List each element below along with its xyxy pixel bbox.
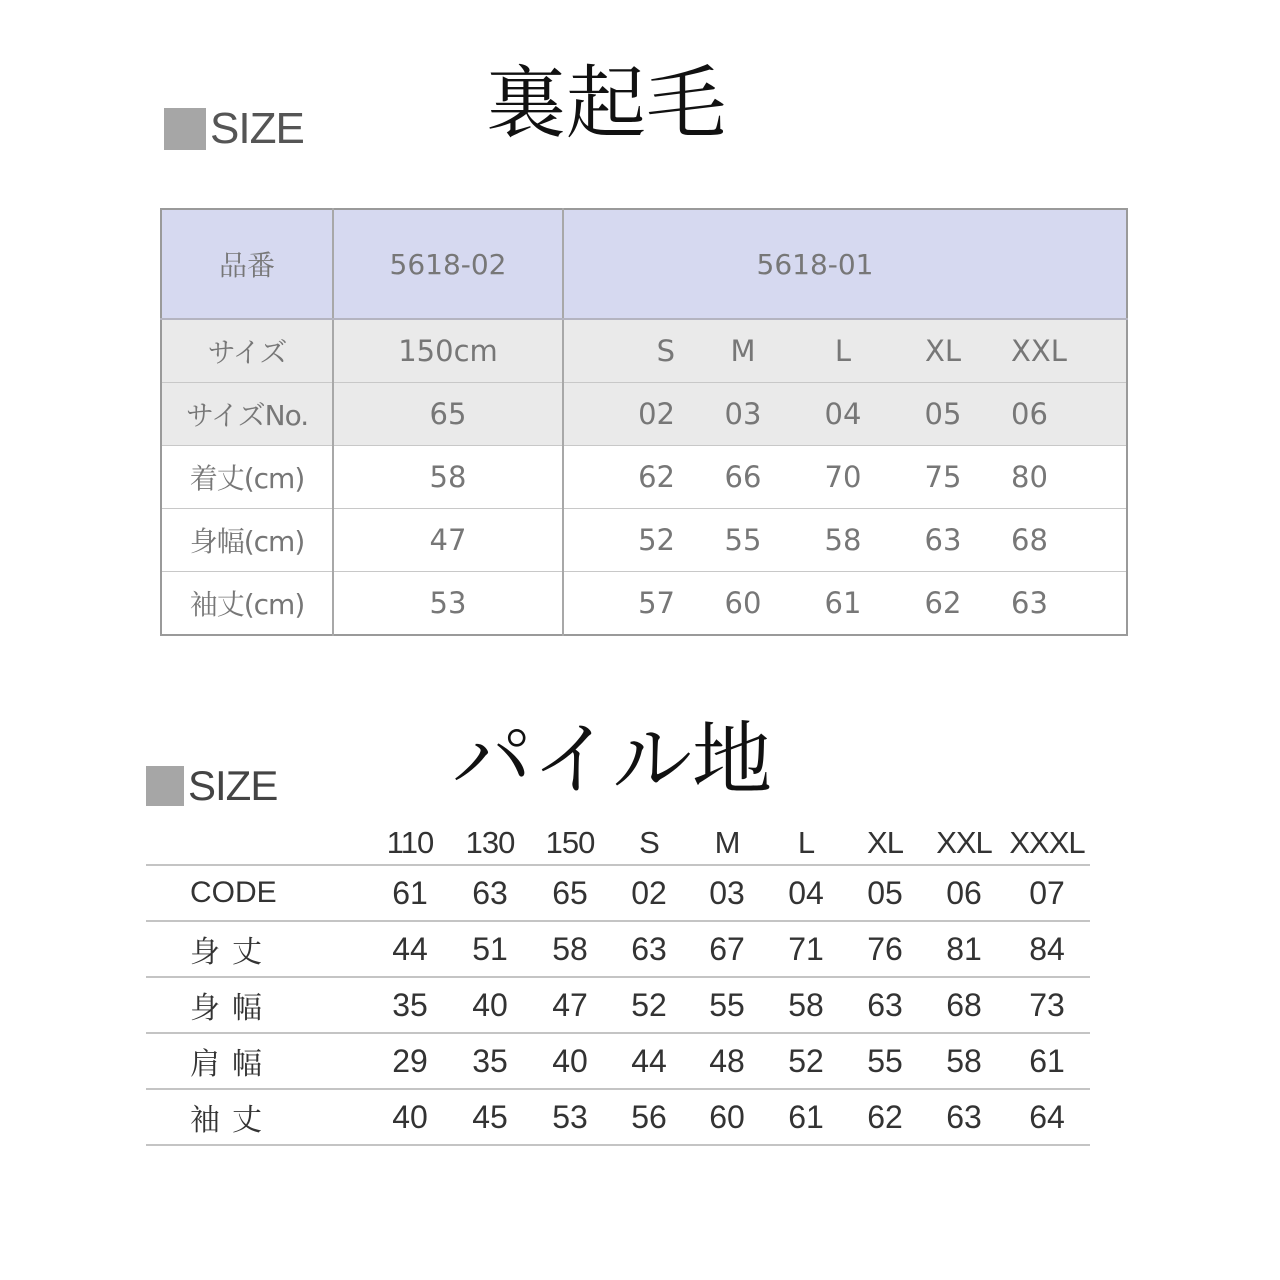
section1-title: 裏起毛: [486, 57, 726, 150]
table-cell: L: [793, 319, 893, 383]
size-table-urakimo: [160, 208, 1128, 636]
table-row: [161, 509, 1127, 572]
table-cell: 58: [793, 509, 893, 572]
table-row: [161, 572, 1127, 636]
table-row: [146, 865, 1090, 921]
section1-size-label: SIZE: [210, 104, 304, 153]
section2-title: パイル地: [452, 713, 772, 806]
table-cell: 68: [924, 977, 1004, 1033]
table-cell: 63: [893, 509, 993, 572]
row-label: サイズNo.: [161, 383, 333, 446]
table-cell: 71: [766, 921, 846, 977]
table-cell: 40: [450, 977, 530, 1033]
table-cell: 47: [530, 977, 610, 1033]
table-cell: 55: [693, 509, 793, 572]
size-header-cell: S: [610, 822, 688, 865]
table-cell: 52: [766, 1033, 846, 1089]
header-product-b: 5618-01: [563, 209, 1127, 319]
table-row: [146, 921, 1090, 977]
table-row: [161, 446, 1127, 509]
table-cell: 63: [846, 977, 924, 1033]
table-cell: 63: [450, 865, 530, 921]
table-cell: 29: [370, 1033, 450, 1089]
table-cell: 35: [370, 977, 450, 1033]
table-cell: 62: [893, 572, 993, 636]
size-header-cell: L: [766, 822, 846, 865]
table-cell: 05: [846, 865, 924, 921]
size-header-cell: XXXL: [1004, 822, 1090, 865]
table-cell: 58: [333, 446, 563, 509]
table-cell: 76: [846, 921, 924, 977]
row-label: 身丈: [146, 921, 370, 977]
table-cell: M: [693, 319, 793, 383]
table-cell: 65: [333, 383, 563, 446]
table-row: [161, 319, 1127, 383]
table-cell: 03: [693, 383, 793, 446]
row-label: 袖丈: [146, 1089, 370, 1145]
size-header-cell: 130: [450, 822, 530, 865]
table-cell: 61: [370, 865, 450, 921]
table-cell: 48: [688, 1033, 766, 1089]
table-cell: 52: [610, 977, 688, 1033]
table-cell: 60: [693, 572, 793, 636]
empty-cell: [146, 822, 370, 865]
table-cell: 60: [688, 1089, 766, 1145]
row-label: 身幅: [146, 977, 370, 1033]
table-cell: 65: [530, 865, 610, 921]
table-cell: 02: [610, 865, 688, 921]
table-cell: 63: [610, 921, 688, 977]
table-row: [161, 383, 1127, 446]
section2-size-label: SIZE: [188, 762, 278, 809]
table-cell: 61: [766, 1089, 846, 1145]
table-cell: 52: [563, 509, 693, 572]
size-header-cell: XL: [846, 822, 924, 865]
row-label: CODE: [146, 865, 370, 921]
table-header-row: [161, 209, 1127, 319]
table-cell: 40: [370, 1089, 450, 1145]
table-cell: 63: [993, 572, 1127, 636]
table-cell: XXL: [993, 319, 1127, 383]
table-cell: 80: [993, 446, 1127, 509]
table-cell: 63: [924, 1089, 1004, 1145]
table-cell: 53: [333, 572, 563, 636]
table-cell: 35: [450, 1033, 530, 1089]
row-label: 身幅(cm): [161, 509, 333, 572]
table-cell: XL: [893, 319, 993, 383]
row-label: サイズ: [161, 319, 333, 383]
table-cell: 75: [893, 446, 993, 509]
row-label: 肩幅: [146, 1033, 370, 1089]
table-row: [146, 1089, 1090, 1145]
table-cell: 07: [1004, 865, 1090, 921]
size-table-pile: [146, 822, 1090, 1146]
grey-square-icon: [164, 108, 206, 150]
table-cell: 06: [993, 383, 1127, 446]
table-cell: 58: [766, 977, 846, 1033]
table-cell: 55: [846, 1033, 924, 1089]
table-cell: 05: [893, 383, 993, 446]
table-cell: 62: [563, 446, 693, 509]
table-cell: 61: [1004, 1033, 1090, 1089]
table-cell: 02: [563, 383, 693, 446]
table-cell: 81: [924, 921, 1004, 977]
table-cell: 84: [1004, 921, 1090, 977]
table-cell: 45: [450, 1089, 530, 1145]
table-cell: 06: [924, 865, 1004, 921]
row-label: 着丈(cm): [161, 446, 333, 509]
table-cell: 62: [846, 1089, 924, 1145]
table-cell: 150cm: [333, 319, 563, 383]
table-cell: 40: [530, 1033, 610, 1089]
table-row: [146, 1033, 1090, 1089]
size-header-cell: 110: [370, 822, 450, 865]
header-label-cell: 品番: [161, 209, 333, 319]
header-product-a: 5618-02: [333, 209, 563, 319]
section2-size-heading: [146, 762, 277, 810]
table-cell: S: [563, 319, 693, 383]
table-cell: 44: [370, 921, 450, 977]
table-cell: 56: [610, 1089, 688, 1145]
size-header-cell: XXL: [924, 822, 1004, 865]
section1-size-heading: [164, 104, 304, 154]
table-cell: 73: [1004, 977, 1090, 1033]
table-cell: 67: [688, 921, 766, 977]
grey-square-icon: [146, 766, 184, 806]
table-cell: 03: [688, 865, 766, 921]
table-cell: 58: [924, 1033, 1004, 1089]
row-label: 袖丈(cm): [161, 572, 333, 636]
table-cell: 64: [1004, 1089, 1090, 1145]
table-cell: 55: [688, 977, 766, 1033]
table-cell: 70: [793, 446, 893, 509]
table-cell: 44: [610, 1033, 688, 1089]
size-header-row: [146, 822, 1090, 865]
table-cell: 61: [793, 572, 893, 636]
table-cell: 58: [530, 921, 610, 977]
table-cell: 57: [563, 572, 693, 636]
table-cell: 68: [993, 509, 1127, 572]
table-row: [146, 977, 1090, 1033]
table-cell: 51: [450, 921, 530, 977]
table-cell: 04: [766, 865, 846, 921]
size-header-cell: 150: [530, 822, 610, 865]
table-cell: 53: [530, 1089, 610, 1145]
table-cell: 04: [793, 383, 893, 446]
size-header-cell: M: [688, 822, 766, 865]
table-cell: 66: [693, 446, 793, 509]
table-cell: 47: [333, 509, 563, 572]
